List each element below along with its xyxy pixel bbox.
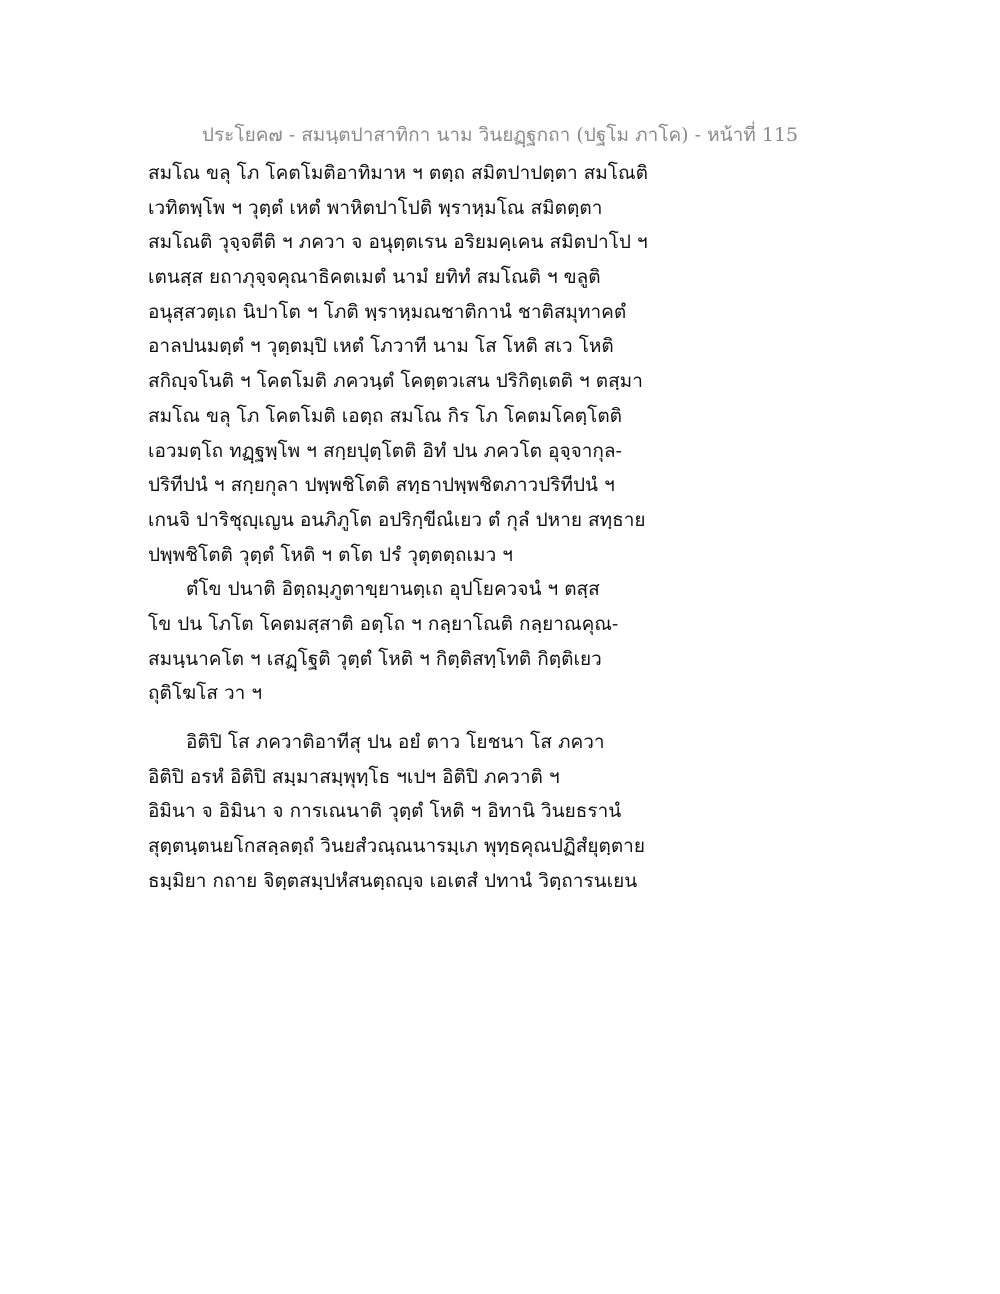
text-line: เกนจิ ปาริชุญฺเญน อนภิภูโต อปริกฺขีณํเยว ตํ กุลํ ปหาย สทฺธาย [148, 508, 646, 531]
text-line: สมโณ ขลุ โภ โคตโมติ เอตฺถ สมโณ กิร โภ โคตมโคตฺโตติ [148, 404, 623, 427]
text-line: อิติปิ อรหํ อิติปิ สมฺมาสมฺพุทฺโธ ฯเปฯ อิติปิ ภควาติ ฯ [148, 765, 560, 788]
running-header: ประโยค๗ - สมนฺตปาสาทิกา นาม วินยฏฺฐกถา (ปฐโม ภาโค) - หน้าที่ 115 [201, 124, 799, 146]
text-line: สมโณติ วุจฺจตีติ ฯ ภควา จ อนุตฺตเรน อริยมคฺเคน สมิตปาโป ฯ [148, 231, 648, 254]
text-line: ปพฺพชิโตติ วุตฺตํ โหติ ฯ ตโต ปรํ วุตฺตตฺถเมว ฯ [148, 543, 513, 566]
text-line: อิติปิ โส ภควาติอาทีสุ ปน อยํ ตาว โยชนา โส ภควา [186, 731, 605, 753]
text-line: สมนฺนาคโต ฯ เสฏฺโฐติ วุตฺตํ โหติ ฯ กิตฺติสทฺโทติ กิตฺติเยว [148, 647, 602, 670]
text-line: ถุติโฆโส วา ฯ [148, 682, 263, 705]
text-line: สุตฺตนฺตนยโกสลฺลตฺถํ วินยสํวณฺณนารมฺเภ พุทฺธคุณปฏิสํยุตฺตาย [148, 835, 645, 858]
paragraph-spacer [148, 711, 688, 725]
text-line: อนุสฺสวตฺเถ นิปาโต ฯ โภติ พฺราหฺมณชาติกานํ ชาติสมุทาคตํ [148, 300, 627, 323]
text-line: สมโณ ขลุ โภ โคตโมติอาทิมาห ฯ ตตฺถ สมิตปาปตฺตา สมโณติ [148, 162, 648, 184]
text-line: อาลปนมตฺตํ ฯ วุตฺตมฺปิ เหตํ โภวาที นาม โส โหติ สเว โหติ [148, 335, 614, 358]
paragraph-3 [148, 725, 688, 898]
text-line: ธมฺมิยา กถาย จิตฺตสมฺปหํสนตฺถญฺจ เอเตสํ ปทานํ วิตฺถารนเยน [148, 869, 638, 892]
text-line: โข ปน โภโต โคตมสฺสาติ อตฺโถ ฯ กลฺยาโณติ กลฺยาณคุณ- [148, 612, 619, 635]
paragraph-2 [148, 572, 688, 711]
body-text [148, 156, 688, 898]
paragraph-1 [148, 156, 688, 572]
text-line: ตํโข ปนาติ อิตฺถมฺภูตาขฺยานตฺเถ อุปโยควจนํ ฯ ตสฺส [186, 578, 600, 601]
text-line: อิมินา จ อิมินา จ การเณนาติ วุตฺตํ โหติ ฯ อิทานิ วินยธรานํ [148, 800, 622, 823]
text-line: สกิญฺจโนติ ฯ โคตโมติ ภควนฺตํ โคตฺตวเสน ปริกิตฺเตติ ฯ ตสฺมา [148, 370, 643, 393]
text-line: ปริทีปนํ ฯ สกฺยกุลา ปพฺพชิโตติ สทฺธาปพฺพชิตภาวปริทีปนํ ฯ [148, 474, 615, 497]
text-line: เตนสฺส ยถาภุจฺจคุณาธิคตเมตํ นามํ ยทิทํ สมโณติ ฯ ขลูติ [148, 266, 601, 289]
text-line: เอวมตฺโถ ทฏฺฐพฺโพ ฯ สกฺยปุตฺโตติ อิทํ ปน ภควโต อุจฺจากุล- [148, 439, 622, 462]
text-line: เวทิตพฺโพ ฯ วุตฺตํ เหตํ พาหิตปาโปติ พฺราหฺมโณ สมิตตฺตา [148, 196, 603, 219]
